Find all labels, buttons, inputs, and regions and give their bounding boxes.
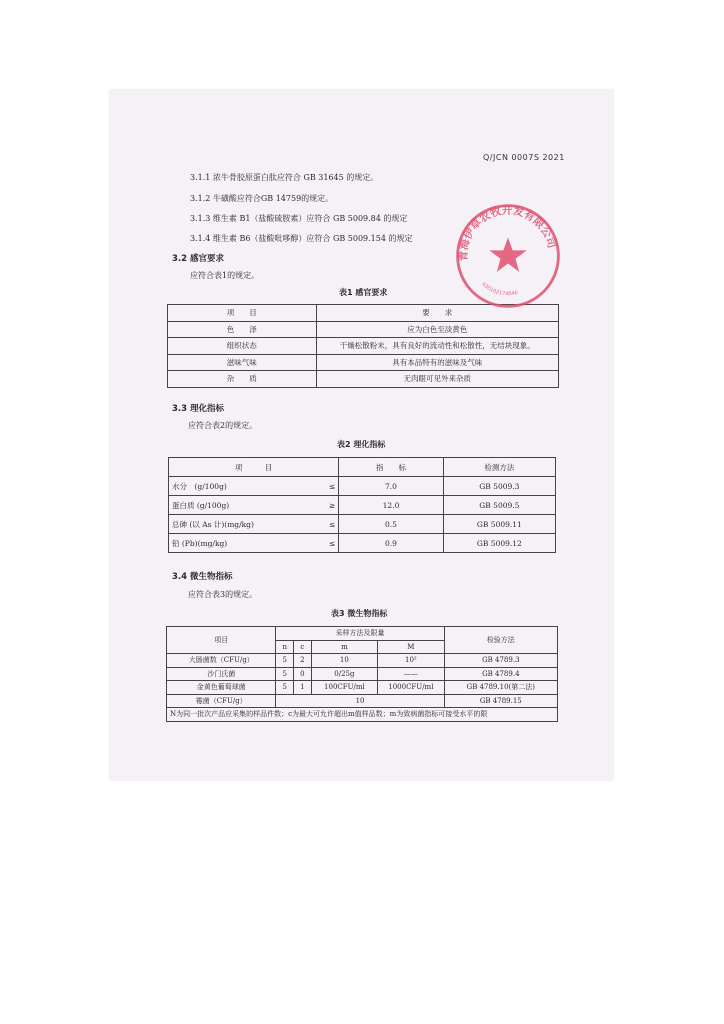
- table-cell: 7.0: [339, 477, 443, 496]
- company-seal-stamp: [452, 200, 564, 312]
- table-cell: 0: [294, 667, 312, 681]
- sensory-table: [167, 304, 559, 388]
- table-cell: ≤: [317, 515, 339, 534]
- table-row: [168, 338, 559, 355]
- table-header: 项目: [167, 627, 276, 654]
- clause-3-1-4: 3.1.4 维生素 B6（盐酸吡哆醇）应符合 GB 5009.154 的规定: [190, 234, 413, 243]
- table-cell: 具有本品特有的滋味及气味: [316, 354, 558, 371]
- table-footnote-row: [167, 708, 558, 722]
- table-cell: 5: [276, 681, 294, 695]
- table-row: [169, 477, 556, 496]
- table-cell: GB 4789.15: [444, 694, 557, 708]
- table-header: m: [311, 640, 377, 654]
- table-header: M: [378, 640, 444, 654]
- standard-number: Q/JCN 0007S 2021: [483, 153, 565, 162]
- star-icon: [489, 237, 526, 272]
- table-cell: 0.5: [339, 515, 443, 534]
- section-3-4-title: 3.4 微生物指标: [172, 572, 233, 582]
- table-row: [168, 371, 559, 388]
- table-cell: 1: [294, 681, 312, 695]
- table-row: [169, 496, 556, 515]
- table-cell: GB 5009.5: [443, 496, 555, 515]
- table-cell: 0.9: [339, 534, 443, 553]
- seal-name-text: 青海伊草农牧开发有限公司: [456, 203, 559, 262]
- table-header: 检验方法: [444, 627, 557, 654]
- table-cell: 大肠菌数（CFU/g）: [167, 654, 276, 668]
- table2-caption: 表2 理化指标: [337, 440, 386, 449]
- table-cell: 金黄色葡萄球菌: [167, 681, 276, 695]
- table-cell: 应为白色至淡黄色: [316, 321, 558, 338]
- section-3-3-title: 3.3 理化指标: [172, 404, 225, 414]
- table-header: 要 求: [316, 305, 558, 322]
- table-cell: 杂 质: [168, 371, 317, 388]
- table3-caption: 表3 微生物指标: [331, 609, 388, 618]
- table-row: [167, 667, 558, 681]
- table-cell: 5: [276, 654, 294, 668]
- section-3-3-note: 应符合表2的规定。: [188, 421, 258, 430]
- table-cell: GB 4789.3: [444, 654, 557, 668]
- table-row: [168, 354, 559, 371]
- clause-3-1-1: 3.1.1 浓牛骨胶原蛋白肽应符合 GB 31645 的规定。: [190, 173, 379, 182]
- table-header: 项 目: [169, 458, 339, 477]
- table-cell: 沙门氏菌: [167, 667, 276, 681]
- table-header: c: [294, 640, 312, 654]
- table-header-row: [169, 458, 556, 477]
- table-cell: 组织状态: [168, 338, 317, 355]
- table-header-row: [167, 627, 558, 641]
- table-cell: 100CFU/ml: [311, 681, 377, 695]
- section-3-2-title: 3.2 感官要求: [172, 254, 225, 264]
- table-cell: ≤: [317, 534, 339, 553]
- table-header: 项 目: [168, 305, 317, 322]
- table-cell: GB 5009.12: [443, 534, 555, 553]
- table-header: n: [276, 640, 294, 654]
- table1-caption: 表1 感官要求: [339, 288, 388, 297]
- table-cell: 水分 (g/100g): [169, 477, 318, 496]
- clause-3-1-3: 3.1.3 维生素 B1（盐酸硫胺素）应符合 GB 5009.84 的规定: [190, 214, 408, 223]
- table-footnote: N为同一批次产品应采集的样品件数；c为最大可允许超出m值样品数；m为致病菌指标可接受水平的限: [167, 708, 558, 722]
- table-cell: 干燥松散粉末，具有良好的流动性和松散性，无结块现象。: [316, 338, 558, 355]
- table-cell: 滋味气味: [168, 354, 317, 371]
- table-header: 检测方法: [443, 458, 555, 477]
- clause-3-1-2: 3.1.2 牛磺酸应符合GB 14759的规定。: [190, 194, 334, 203]
- table-cell: 铅 (Pb)(mg/kg): [169, 534, 318, 553]
- seal-code-text: 630102174046: [480, 281, 519, 298]
- table-cell: 10: [311, 654, 377, 668]
- table-row: [169, 534, 556, 553]
- table-cell: ≤: [317, 477, 339, 496]
- table-cell: GB 4789.4: [444, 667, 557, 681]
- table-cell: 霉菌（CFU/g）: [167, 694, 276, 708]
- table-cell: ——: [378, 667, 444, 681]
- table-cell: 无肉眼可见外来杂质: [316, 371, 558, 388]
- table-row: [169, 515, 556, 534]
- table-cell: 总砷 (以 As 计)(mg/kg): [169, 515, 318, 534]
- physicochemical-table: [168, 457, 556, 553]
- table-cell: 蛋白质 (g/100g): [169, 496, 318, 515]
- table-cell: 5: [276, 667, 294, 681]
- table-header: 指 标: [339, 458, 443, 477]
- table-cell: 10²: [378, 654, 444, 668]
- section-3-2-note: 应符合表1的规定。: [190, 271, 260, 280]
- section-3-4-note: 应符合表3的规定。: [188, 590, 258, 599]
- table-row: [167, 694, 558, 708]
- table-row: [167, 654, 558, 668]
- table-cell: 0/25g: [311, 667, 377, 681]
- table-cell: 10: [276, 694, 444, 708]
- table-cell: GB 5009.3: [443, 477, 555, 496]
- table-cell: ≥: [317, 496, 339, 515]
- table-row: [167, 681, 558, 695]
- microbial-table: [166, 626, 558, 722]
- table-cell: GB 4789.10(第二法): [444, 681, 557, 695]
- table-cell: 2: [294, 654, 312, 668]
- table-header: 采样方法及限量: [276, 627, 444, 641]
- table-cell: 1000CFU/ml: [378, 681, 444, 695]
- table-cell: 色 泽: [168, 321, 317, 338]
- table-cell: GB 5009.11: [443, 515, 555, 534]
- table-cell: 12.0: [339, 496, 443, 515]
- table-row: [168, 321, 559, 338]
